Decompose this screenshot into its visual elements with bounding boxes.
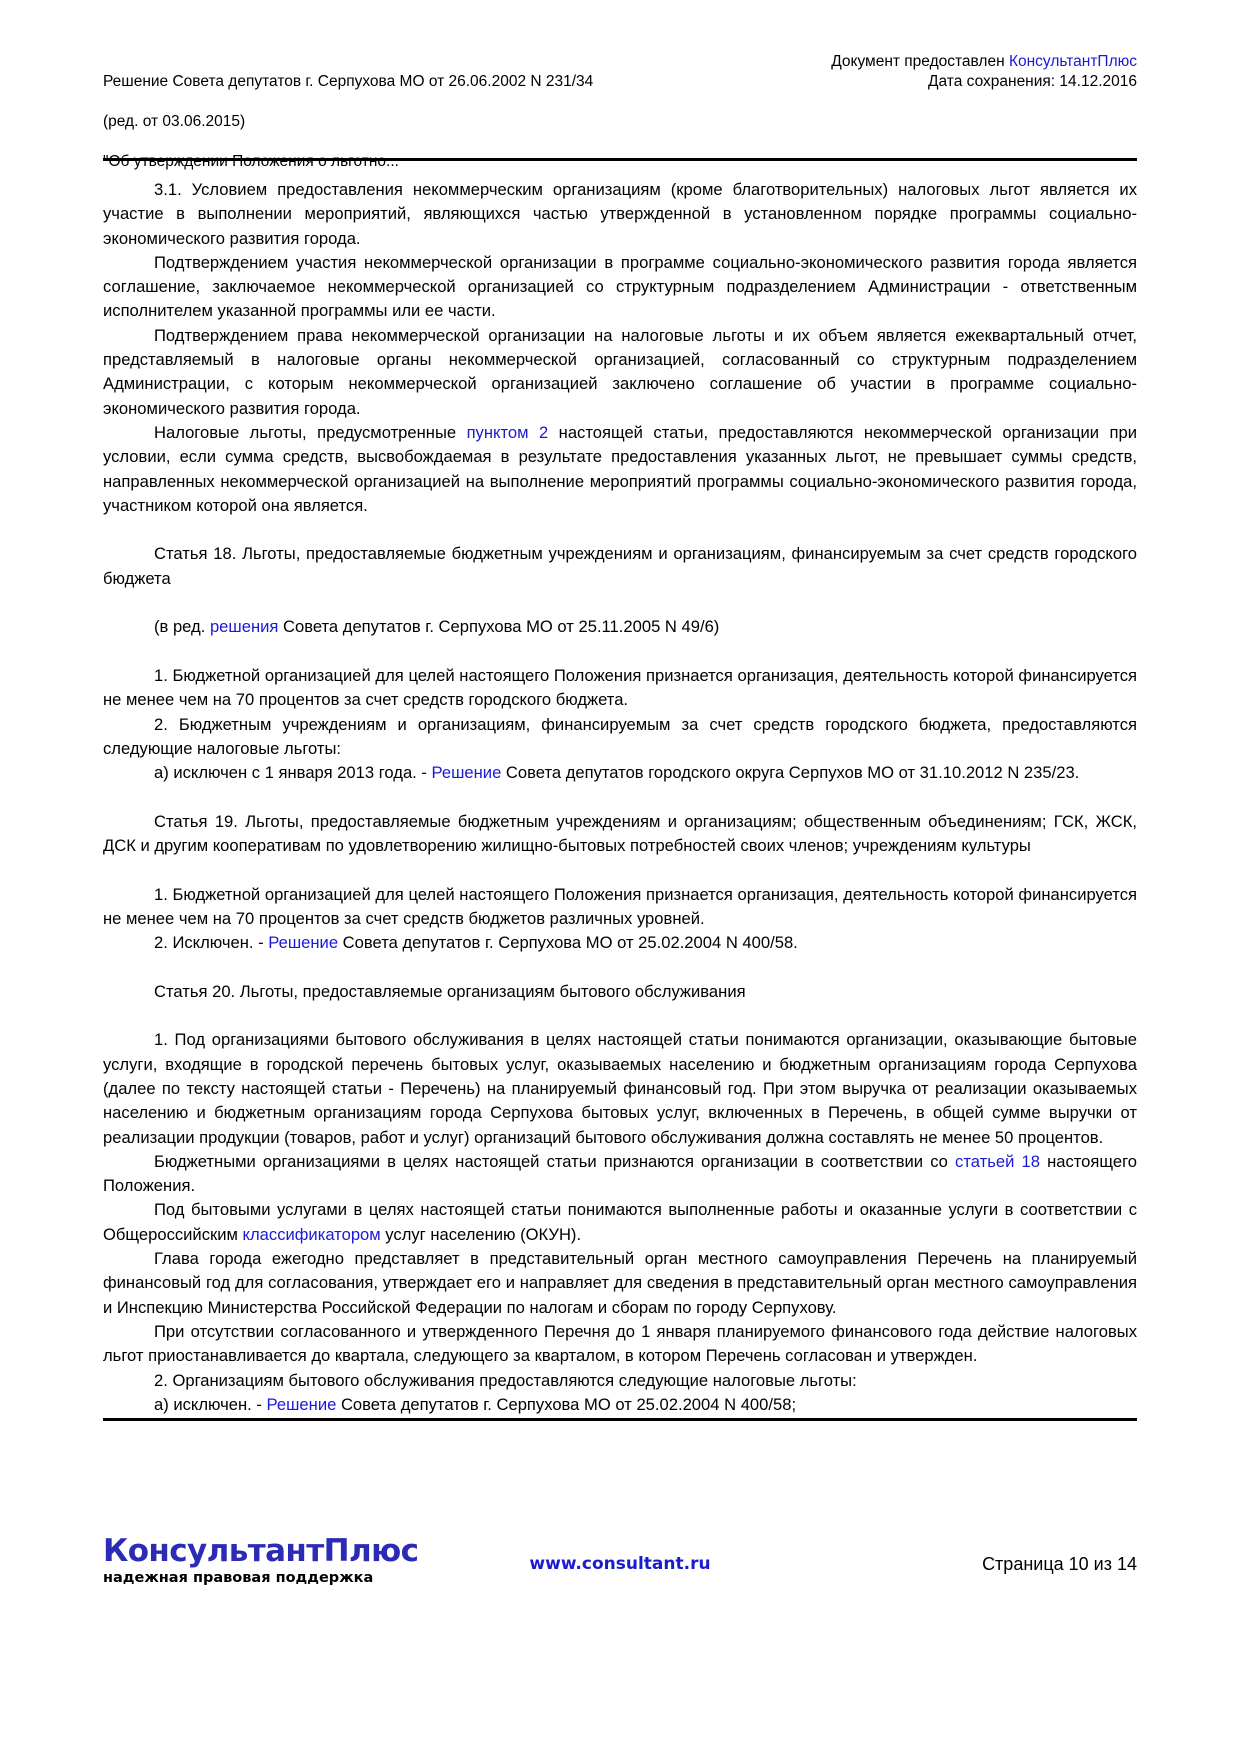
article-20-item-a-text-2: Совета депутатов г. Серпухова МО от 25.02.2004 N 400/58;: [336, 1394, 797, 1414]
article-20-budget-orgs-text-2: настоящего Положения.: [103, 1151, 1137, 1196]
paragraph-tax-benefits-text-1: Налоговые льготы, предусмотренные: [154, 422, 467, 442]
link-reshenie-235-23[interactable]: Решение: [431, 763, 502, 783]
article-19-item-2-text-1: 2. Исключен. -: [154, 933, 269, 953]
article-20-item-2: 2. Организациям бытового обслуживания предоставляются следующие налоговые льготы:: [154, 1370, 857, 1390]
document-body: [103, 178, 1137, 1417]
article-20-city-head: Глава города ежегодно представляет в представительный орган местного самоуправления Перечень на планируемый финансовый год для согласования, утверждает его и направляет для сведения в представительный орган местного самоуправления и Инспекцию Министерства Российской Федерации по налогам и сборам по городу Серпухову.: [103, 1249, 1137, 1317]
article-19-item-1: 1. Бюджетной организацией для целей настоящего Положения признается организация, деятельность которой финансируется не менее чем на 70 процентов за счет средств бюджетов различных уровней.: [103, 884, 1137, 928]
paragraph-3-1: 3.1. Условием предоставления некоммерческим организациям (кроме благотворительных) налоговых льгот является их участие в выполнении мероприятий, являющихся частью утвержденной в установленном порядке программы социально-экономического развития города.: [103, 180, 1137, 248]
document-title-line-3: "Об утверждении Положения о льготно...: [103, 153, 399, 170]
document-title-line-2: (ред. от 03.06.2015): [103, 113, 246, 130]
article-20-household-services-text-2: услуг населению (ОКУН).: [380, 1224, 582, 1244]
paragraph-confirmation-rights: Подтверждением права некоммерческой организации на налоговые льготы и их объем является ежеквартальный отчет, представляемый в налоговые органы некоммерческой организацией, согласованный со структурным подразделением Администрации, с которым некоммерческой организацией заключено соглашение об участии в программе социально-экономического развития города.: [103, 325, 1137, 418]
article-20-household-services-text-1: Под бытовыми услугами в целях настоящей статьи понимаются выполненные работы и оказанные услуги в соответствии с Общероссийским: [103, 1200, 1137, 1244]
article-20-item-1: 1. Под организациями бытового обслуживания в целях настоящей статьи понимаются организации, оказывающие бытовые услуги, входящие в городской перечень бытовых услуг, оказываемых населению и бюджетным организациям города Серпухова (далее по тексту настоящей статьи - Перечень) на планируемый финансовый год. При этом выручка от реализации оказываемых населению и бюджетным организациям города Серпухова бытовых услуг, включенных в Перечень, в общей сумме выручки от реализации продукции (товаров, работ и услуг) организаций бытового обслуживания должна составлять не менее 50 процентов.: [103, 1030, 1137, 1147]
link-resheniya[interactable]: решения: [209, 617, 279, 637]
link-statya-18[interactable]: статьей 18: [955, 1151, 1040, 1171]
document-title-line-1: Решение Совета депутатов г. Серпухова МО от 26.06.2002 N 231/34: [103, 73, 594, 90]
article-18-heading: Статья 18. Льготы, предоставляемые бюджетным учреждениям и организациям, финансируемым за счет средств городского бюджета: [103, 544, 1137, 588]
footer-website-link[interactable]: www.consultant.ru: [529, 1554, 711, 1574]
article-18-edition-note: [103, 615, 1137, 639]
article-20-budget-orgs-text-1: Бюджетными организациями в целях настоящей статьи признаются организации в соответствии со: [154, 1151, 956, 1171]
article-20-no-approval: При отсутствии согласованного и утвержденного Перечня до 1 января планируемого финансового года действие налоговых льгот приостанавливается до квартала, следующего за кварталом, в котором Перечень согласован и утвержден.: [103, 1321, 1137, 1366]
document-source-block: [831, 52, 1137, 92]
footer-divider: [103, 1418, 1137, 1421]
brand-tagline: надежная правовая поддержка: [103, 1570, 374, 1586]
article-19-heading: Статья 19. Льготы, предоставляемые бюджетным учреждениям и организациям; общественным объединениям; ГСК, ЖСК, ДСК и другим кооперативам по удовлетворению жилищно-бытовых потребностей своих членов; учреждениям культуры: [103, 811, 1137, 856]
link-reshenie-400-58-a[interactable]: Решение: [268, 933, 339, 953]
article-20-heading: Статья 20. Льготы, предоставляемые организациям бытового обслуживания: [154, 981, 746, 1001]
brand-name: КонсультантПлюс: [103, 1533, 419, 1569]
article-18-item-1: 1. Бюджетной организацией для целей настоящего Положения признается организация, деятельность которой финансируется не менее чем на 70 процентов за счет средств городского бюджета.: [103, 665, 1137, 710]
article-20-household-services: [103, 1198, 1137, 1247]
consultant-plus-link[interactable]: КонсультантПлюс: [1008, 53, 1137, 70]
document-title-block: [103, 52, 593, 192]
provided-by-label: Документ предоставлен: [831, 53, 1009, 70]
paragraph-confirmation-participation: Подтверждением участия некоммерческой организации в программе социально-экономического развития города является соглашение, заключаемое некоммерческой организацией со структурным подразделением Администрации - ответственным исполнителем указанной программы или ее части.: [103, 252, 1137, 321]
saved-date: Дата сохранения: 14.12.2016: [928, 73, 1137, 90]
provided-by-line: [831, 52, 1137, 72]
article-19-item-2-text-2: Совета депутатов г. Серпухова МО от 25.02.2004 N 400/58.: [338, 933, 798, 953]
edition-note-text-2: Совета депутатов г. Серпухова МО от 25.11.2005 N 49/6): [278, 617, 720, 637]
page-footer: [103, 1534, 1137, 1604]
paragraph-tax-benefits-text-2: настоящей статьи, предоставляются некоммерческой организации при условии, если сумма средств, высвобождаемая в результате предоставления указанных льгот, не превышает суммы средств, направленных некоммерческой организацией на выполнение мероприятий программы социально-экономического развития города, участником которой она является.: [103, 422, 1137, 515]
article-20-item-a: [103, 1393, 1137, 1417]
link-punkt-2[interactable]: пунктом 2: [466, 422, 549, 442]
article-20-budget-orgs: [103, 1150, 1137, 1199]
paragraph-tax-benefits-clause2: [103, 421, 1137, 518]
article-18-item-a-text-1: а) исключен с 1 января 2013 года. -: [154, 763, 432, 783]
article-18-item-a: [103, 761, 1137, 785]
article-18-item-2: 2. Бюджетным учреждениям и организациям, финансируемым за счет средств городского бюджета, предоставляются следующие налоговые льготы:: [103, 714, 1137, 758]
article-20-item-a-text-1: а) исключен. -: [154, 1394, 267, 1414]
article-19-item-2: [103, 931, 1137, 955]
article-18-item-a-text-2: Совета депутатов городского округа Серпухов МО от 31.10.2012 N 235/23.: [501, 763, 1080, 783]
page-number: Страница 10 из 14: [982, 1554, 1137, 1574]
page-header: [103, 52, 1137, 192]
edition-note-text-1: (в ред.: [154, 617, 210, 637]
header-divider: [103, 158, 1137, 161]
link-reshenie-400-58-b[interactable]: Решение: [266, 1394, 337, 1414]
link-klassifikatorom[interactable]: классификатором: [242, 1224, 381, 1244]
